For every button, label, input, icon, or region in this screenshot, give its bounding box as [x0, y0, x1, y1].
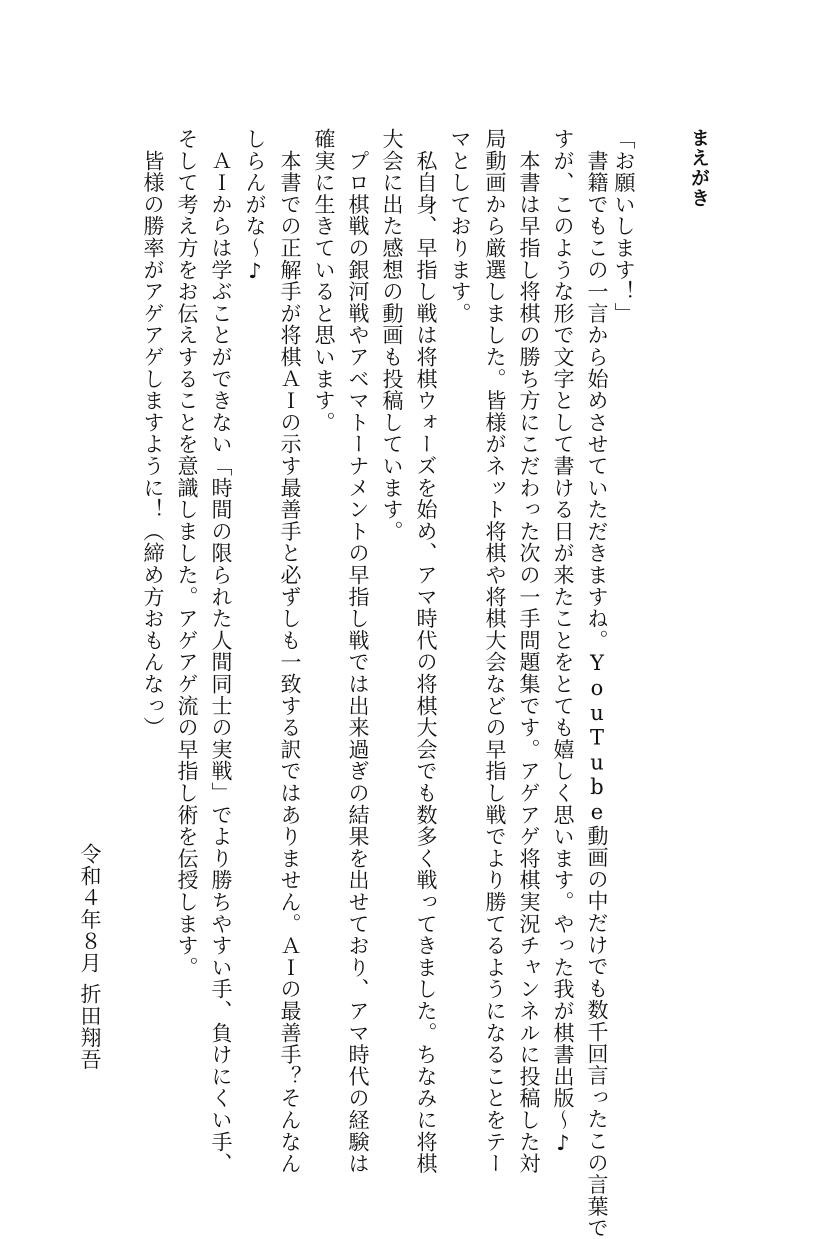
body-line: 本書は早指し将棋の勝ち方にこだわった次の一手問題集です。アゲアゲ将棋実況チャンネルに投稿した対	[517, 128, 541, 1175]
body-line: プロ棋戦の銀河戦やアベマトーナメントの早指し戦では出来過ぎの結果を出せており、アマ時代の経験は	[346, 128, 370, 1175]
page-title: まえがき	[688, 128, 710, 208]
body-line: 皆様の勝率がアゲアゲしますように！（締め方おもんなっ）	[141, 128, 165, 739]
body-line: 確実に生きていると思います。	[312, 128, 336, 434]
body-line: 大会に出た感想の動画も投稿しています。	[380, 128, 404, 543]
body-line: 局動画から厳選しました。皆様がネット将棋や将棋大会などの早指し戦でより勝てるようになることをテー	[483, 128, 507, 1175]
body-line: そして考え方をお伝えすることを意識しました。アゲアゲ流の早指し術を伝授します。	[175, 128, 199, 979]
body-line: 「お願いします！」	[612, 128, 636, 325]
date-line: 令和４年８月	[78, 843, 102, 974]
body-line: ＡＩからは学ぶことができない「時間の限られた人間同士の実戦」でより勝ちやすい手、負けにくい手、	[209, 128, 233, 1175]
body-line: マとしております。	[448, 128, 472, 325]
body-line: 私自身、早指し戦は将棋ウォーズを始め、アマ時代の将棋大会でも数多く戦ってきました。ちなみに将棋	[414, 128, 438, 1175]
body-line: すが、このような形で文字として書ける日が来たことをとても嬉しく思います。やった我が棋書出版〜♪	[551, 128, 575, 1156]
body-line: 本書での正解手が将棋ＡＩの示す最善手と必ずしも一致する訳ではありません。ＡＩの最善手？そんなん	[278, 128, 302, 1175]
body-line: しらんがな〜♪	[243, 128, 267, 284]
body-line: 書籍でもこの一言から始めさせていただきますね。YouTube動画の中だけでも数千回言ったこの言葉で	[585, 128, 609, 1239]
author-name: 折田翔吾	[78, 983, 102, 1071]
